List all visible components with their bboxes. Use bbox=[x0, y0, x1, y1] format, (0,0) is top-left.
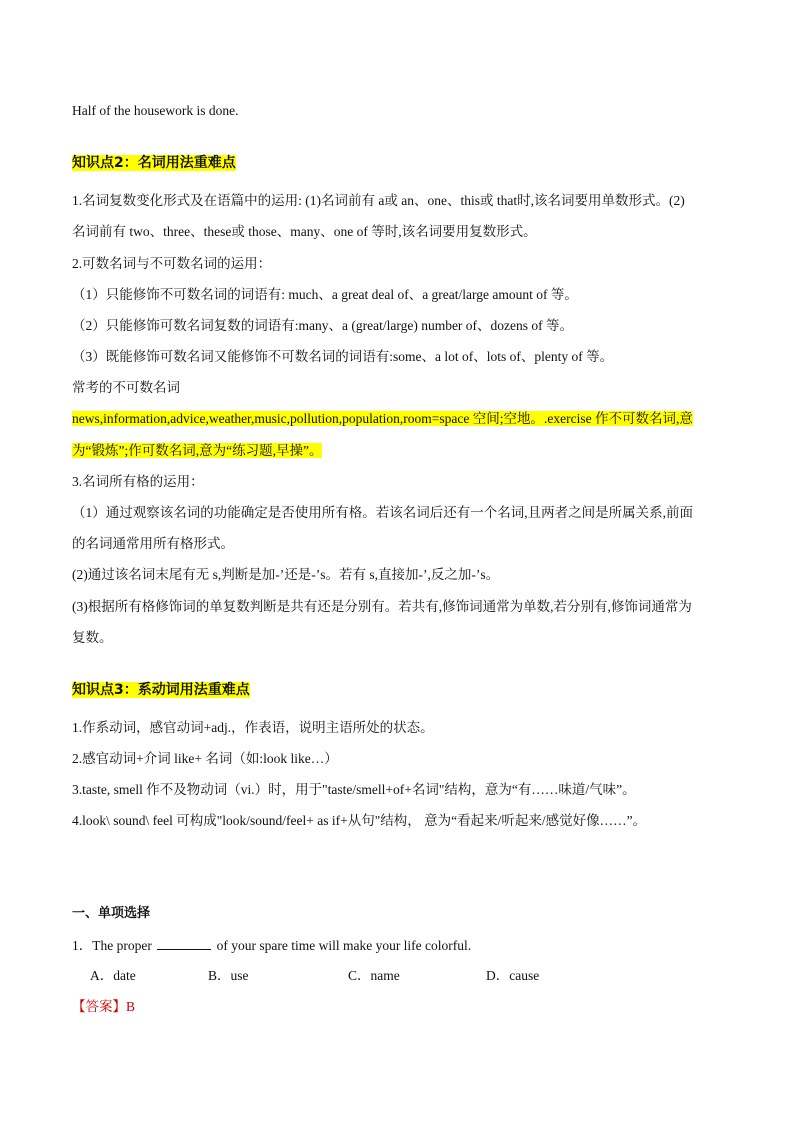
section2-p3-item3-line2: 复数。 bbox=[72, 630, 113, 645]
section2-p1-line1: 1.名词复数变化形式及在语篇中的运用: (1)名词前有 a或 an、one、this或 that时,该名词要用单数形式。(2) bbox=[72, 193, 685, 208]
option-a[interactable]: A．date bbox=[90, 968, 136, 983]
uncountable-title: 常考的不可数名词 bbox=[72, 380, 180, 395]
section2-p2-item2: （2）只能修饰可数名词复数的词语有:many、a (great/large) number of、dozens of 等。 bbox=[72, 318, 574, 333]
section3-heading-text: 知识点3：系动词用法重难点 bbox=[72, 682, 250, 698]
question-stem-after: of your spare time will make your life colorful. bbox=[216, 938, 472, 953]
option-b[interactable]: B．use bbox=[208, 968, 249, 983]
answer-blank[interactable] bbox=[157, 936, 211, 950]
answer-label: 【答案】 bbox=[72, 999, 126, 1014]
exercise-section-title: 一、单项选择 bbox=[72, 906, 151, 921]
section3-item3: 3.taste, smell 作不及物动词（vi.）时，用于"taste/smell+of+名词"结构，意为“有……味道/气味”。 bbox=[72, 782, 636, 797]
section2-p2-item1: （1）只能修饰不可数名词的词语有: much、a great deal of、a great/large amount of 等。 bbox=[72, 287, 578, 302]
option-d[interactable]: D．cause bbox=[486, 968, 540, 983]
section2-p3-item3-line1: (3)根据所有格修饰词的单复数判断是共有还是分别有。若共有,修饰词通常为单数,若分别有,修饰词通常为 bbox=[72, 599, 692, 614]
section2-p3-item1-line2: 的名词通常用所有格形式。 bbox=[72, 536, 234, 551]
question-stem-before: The proper bbox=[92, 938, 152, 953]
section2-p3-title: 3.名词所有格的运用： bbox=[72, 474, 204, 489]
question-1 bbox=[72, 936, 471, 955]
section2-heading bbox=[72, 154, 236, 172]
answer-value: B bbox=[126, 999, 136, 1014]
section2-p2-title: 2.可数名词与不可数名词的运用： bbox=[72, 256, 272, 271]
section2-p2-item3: （3）既能修饰可数名词又能修饰不可数名词的词语有:some、a lot of、lots of、plenty of 等。 bbox=[72, 349, 614, 364]
option-c[interactable]: C．name bbox=[348, 968, 400, 983]
section2-p1-line2: 名词前有 two、three、these或 those、many、one of 等时,该名词要用复数形式。 bbox=[72, 224, 537, 239]
intro-sentence: Half of the housework is done. bbox=[72, 103, 239, 118]
answer-line bbox=[72, 998, 135, 1016]
section3-item1: 1.作系动词，感官动词+adj.，作表语，说明主语所处的状态。 bbox=[72, 720, 434, 735]
question-number: 1． bbox=[72, 938, 93, 953]
section2-heading-text: 知识点2：名词用法重难点 bbox=[72, 155, 236, 171]
uncountable-line2-text: 为“锻炼”;作可数名词,意为“练习题,早操”。 bbox=[72, 443, 323, 458]
uncountable-line2 bbox=[72, 442, 322, 460]
uncountable-line1 bbox=[72, 410, 693, 428]
uncountable-line1-text: news,information,advice,weather,music,pollution,population,room=space 空间;空地。.exercise 作不可数名词,意 bbox=[72, 411, 693, 426]
section3-heading bbox=[72, 681, 250, 699]
section3-item2: 2.感官动词+介词 like+ 名词（如:look like…） bbox=[72, 751, 338, 766]
section2-p3-item2: (2)通过该名词末尾有无 s,判断是加-’还是-’s。若有 s,直接加-’,反之加-’s。 bbox=[72, 567, 500, 582]
section2-p3-item1-line1: （1）通过观察该名词的功能确定是否使用所有格。若该名词后还有一个名词,且两者之间是所属关系,前面 bbox=[72, 505, 693, 520]
section3-item4: 4.look\ sound\ feel 可构成"look/sound/feel+ as if+从句"结构， 意为“看起来/听起来/感觉好像……”。 bbox=[72, 813, 647, 828]
